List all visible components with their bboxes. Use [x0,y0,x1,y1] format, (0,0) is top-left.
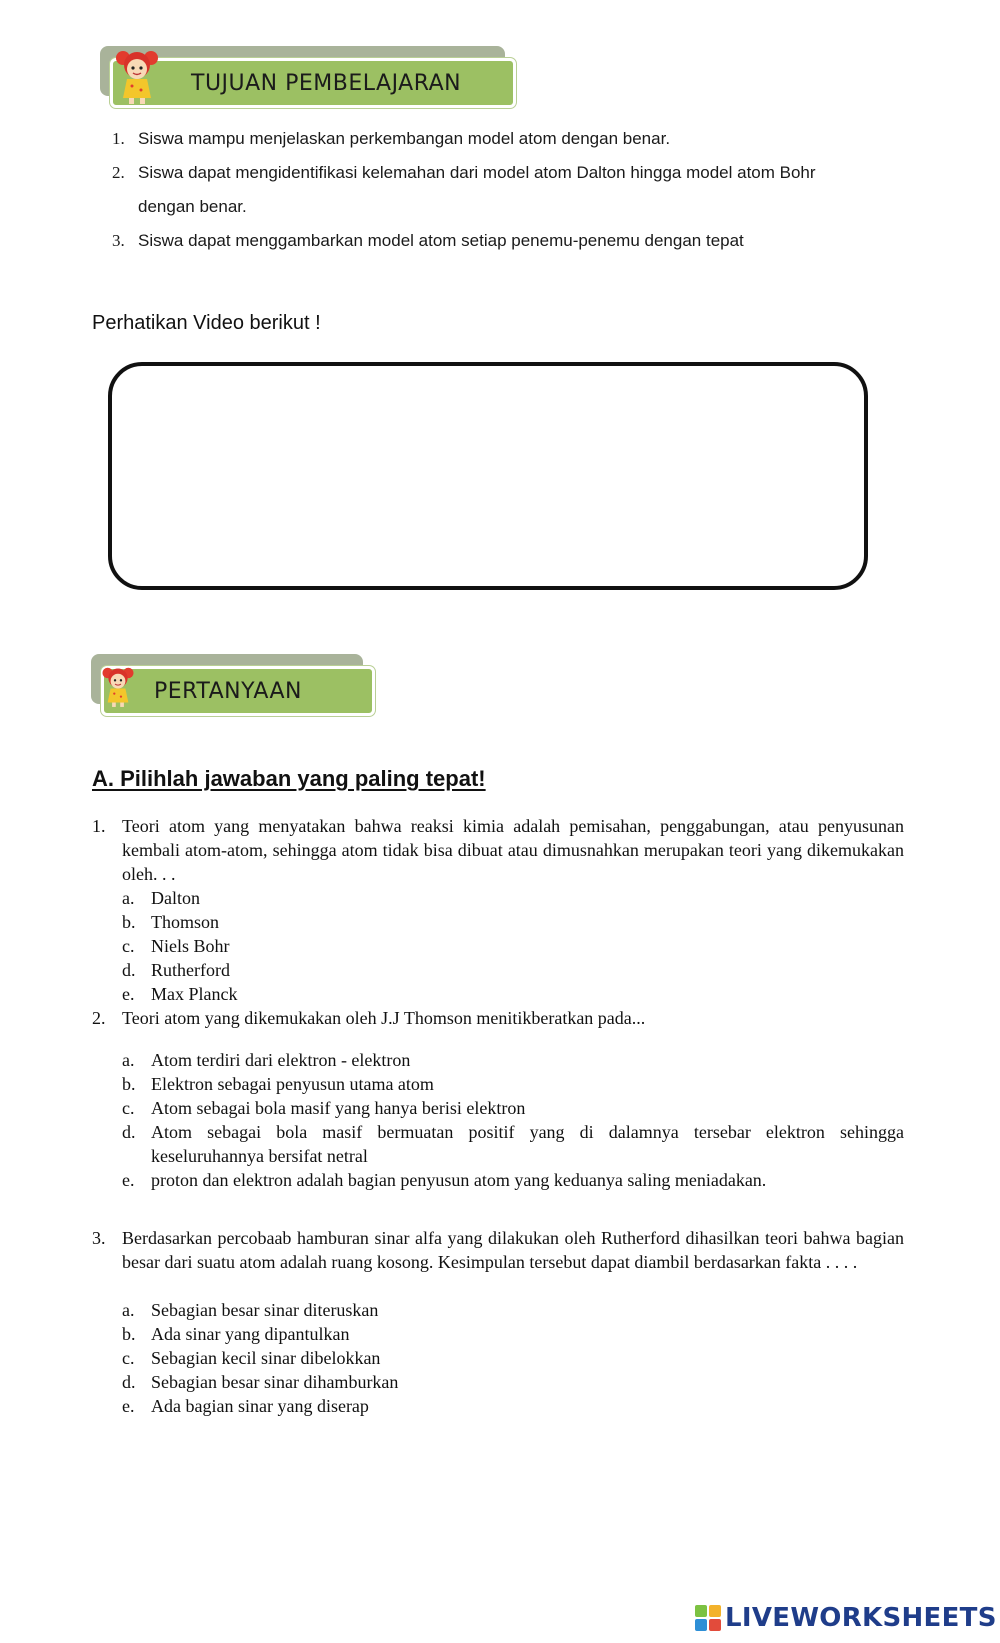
option-letter: e. [122,1396,135,1416]
goal-number: 3. [112,231,125,250]
goal-text: Siswa dapat menggambarkan model atom setiap penemu-penemu dengan tepat [138,231,744,250]
video-player[interactable] [108,362,868,590]
option-letter: b. [122,1324,136,1344]
option-item[interactable] [122,934,904,958]
girl-mascot-icon [101,658,135,716]
option-item[interactable] [122,1096,904,1120]
option-letter: a. [122,888,135,908]
option-letter: a. [122,1050,135,1070]
question-text: Teori atom yang menyatakan bahwa reaksi kimia adalah pemisahan, penggabungan, atau penyusunan kembali atom-atom, sehingga atom tidak bisa dibuat atau dimusnahkan merupakan teori yang dikemukakan oleh. . . [122,816,904,884]
banner-title: PERTANYAAN [154,678,302,704]
option-letter: b. [122,912,136,932]
option-text: Thomson [151,912,220,932]
question-3 [92,1226,904,1274]
option-letter: d. [122,960,136,980]
girl-mascot-icon [114,48,160,106]
option-text: Ada sinar yang dipantulkan [151,1324,350,1344]
option-item[interactable] [122,1370,904,1394]
banner-title: TUJUAN PEMBELAJARAN [191,70,462,96]
option-item[interactable] [122,910,904,934]
option-text: Niels Bohr [151,936,230,956]
option-text: Max Planck [151,984,238,1004]
option-letter: d. [122,1372,136,1392]
question-1-options [122,886,904,1006]
section-title: A. Pilihlah jawaban yang paling tepat! [92,766,486,791]
option-item[interactable] [122,886,904,910]
option-item[interactable] [122,1072,904,1096]
option-text: Sebagian besar sinar dihamburkan [151,1372,399,1392]
option-letter: a. [122,1300,135,1320]
option-item[interactable] [122,1346,904,1370]
video-label: Perhatikan Video berikut ! [92,312,321,334]
question-1 [92,814,904,886]
banner-tujuan-pembelajaran [100,46,520,110]
option-text: Sebagian besar sinar diteruskan [151,1300,379,1320]
option-text: Dalton [151,888,200,908]
option-item[interactable] [122,958,904,982]
option-letter: b. [122,1074,136,1094]
option-letter: e. [122,1170,135,1190]
question-2-options [122,1048,904,1192]
questions-list [92,814,904,1418]
question-3-options [122,1298,904,1418]
liveworksheets-logo[interactable] [695,1603,997,1633]
option-letter: c. [122,936,135,956]
goal-text: Siswa dapat mengidentifikasi kelemahan dari model atom Dalton hingga model atom Bohr dengan benar. [138,163,816,216]
option-item[interactable] [122,982,904,1006]
goal-item [112,122,872,156]
logo-text: LIVEWORKSHEETS [725,1603,997,1633]
option-text: proton dan elektron adalah bagian penyusun atom yang keduanya saling meniadakan. [151,1170,767,1190]
option-item[interactable] [122,1048,904,1072]
goal-text: Siswa mampu menjelaskan perkembangan model atom dengan benar. [138,129,671,148]
goal-number: 1. [112,129,125,148]
option-letter: e. [122,984,135,1004]
option-text: Rutherford [151,960,230,980]
option-text: Ada bagian sinar yang diserap [151,1396,369,1416]
option-text: Atom terdiri dari elektron - elektron [151,1050,411,1070]
option-item[interactable] [122,1120,904,1168]
question-number: 3. [92,1228,106,1248]
option-letter: c. [122,1348,135,1368]
option-item[interactable] [122,1298,904,1322]
option-letter: c. [122,1098,135,1118]
question-text: Berdasarkan percobaab hamburan sinar alfa yang dilakukan oleh Rutherford dihasilkan teori bahwa bagian besar dari suatu atom adalah ruang kosong. Kesimpulan tersebut dapat diambil berdasarkan fakta . . . . [122,1228,904,1272]
goal-item [112,156,872,224]
learning-goals-list [112,122,872,258]
question-2 [92,1006,904,1030]
liveworksheets-logo-icon [695,1605,721,1631]
question-number: 1. [92,816,106,836]
goal-item [112,224,872,258]
option-item[interactable] [122,1168,904,1192]
option-letter: d. [122,1122,136,1142]
option-text: Elektron sebagai penyusun utama atom [151,1074,434,1094]
option-item[interactable] [122,1394,904,1418]
option-item[interactable] [122,1322,904,1346]
option-text: Sebagian kecil sinar dibelokkan [151,1348,381,1368]
question-text: Teori atom yang dikemukakan oleh J.J Thomson menitikberatkan pada... [122,1008,646,1028]
option-text: Atom sebagai bola masif bermuatan positif yang di dalamnya tersebar elektron sehingga keseluruhannya bersifat netral [151,1122,904,1166]
option-text: Atom sebagai bola masif yang hanya berisi elektron [151,1098,526,1118]
question-number: 2. [92,1008,106,1028]
goal-number: 2. [112,163,125,182]
banner-pertanyaan [91,654,381,720]
